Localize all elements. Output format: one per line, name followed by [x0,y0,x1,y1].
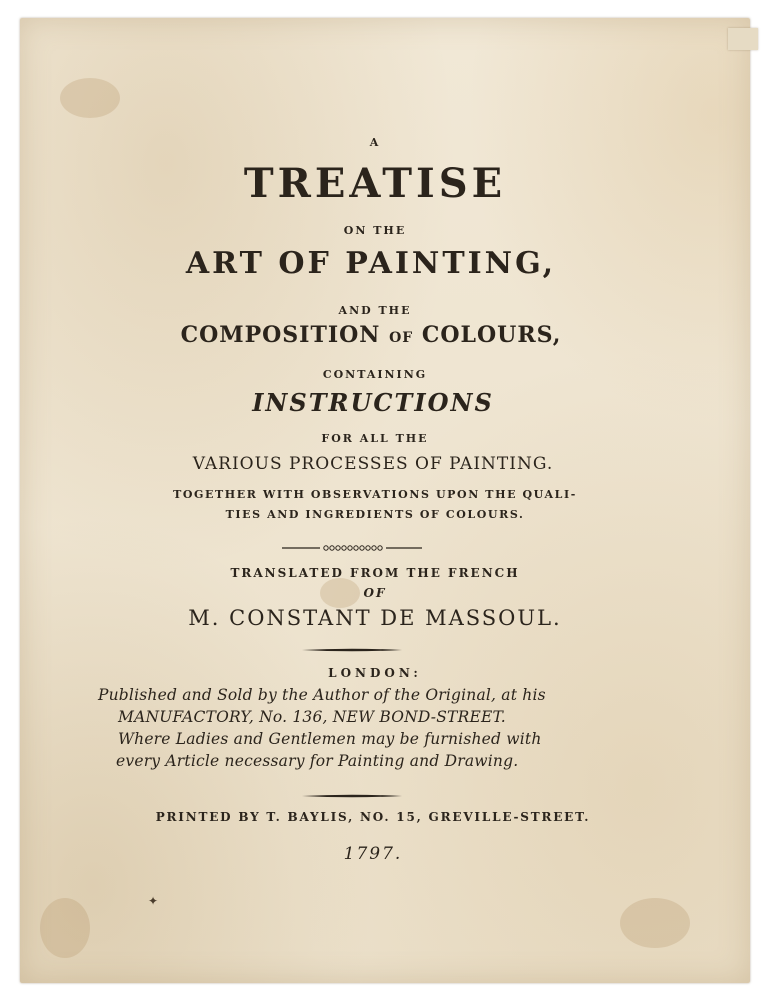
composition-of-word: OF [389,330,414,346]
title-on-the: ON THE [343,224,407,237]
title-article: A [369,136,381,149]
ornamental-rule [282,544,422,552]
foxing-stain [60,78,120,118]
of-line: OF [363,586,387,600]
title-for-all-the: FOR ALL THE [321,432,429,445]
composition-word: COMPOSITION [180,322,390,348]
translated-from-line: TRANSLATED FROM THE FRENCH [230,566,520,580]
title-composition-of-colours [6,322,736,348]
imprint-city: LONDON: [328,666,422,680]
imprint-line-2: MANUFACTORY, No. 136, NEW BOND-STREET. [118,708,506,726]
title-instructions: INSTRUCTIONS [252,388,494,417]
subtitle-line-2: TIES AND INGREDIENTS OF COLOURS. [225,508,525,521]
foxing-stain [620,898,690,948]
title-and-the: AND THE [338,304,412,317]
printer-line: PRINTED BY T. BAYLIS, NO. 15, GREVILLE-STREET. [155,810,591,824]
author-name: M. CONSTANT DE MASSOUL. [188,606,562,630]
folded-page-corner [728,28,758,50]
imprint-line-3: Where Ladies and Gentlemen may be furnished with [118,730,542,748]
title-page [20,18,750,983]
imprint-line-4: every Article necessary for Painting and Drawing. [116,752,519,770]
title-containing: CONTAINING [322,368,428,381]
ink-mark-icon: ✦ [148,894,159,908]
imprint-block [98,684,598,772]
short-rule [302,794,402,798]
subtitle-line-1: TOGETHER WITH OBSERVATIONS UPON THE QUALI- [173,488,577,501]
colours-word: COLOURS, [413,322,562,348]
thick-rule [302,648,402,652]
imprint-line-1: Published and Sold by the Author of the Original, at his [98,686,546,704]
title-treatise: TREATISE [243,160,507,207]
title-various-processes: VARIOUS PROCESSES OF PAINTING. [192,454,554,474]
foxing-stain [40,898,90,958]
title-art-of-painting: ART OF PAINTING, [185,246,557,281]
publication-year: 1797. [343,844,403,864]
